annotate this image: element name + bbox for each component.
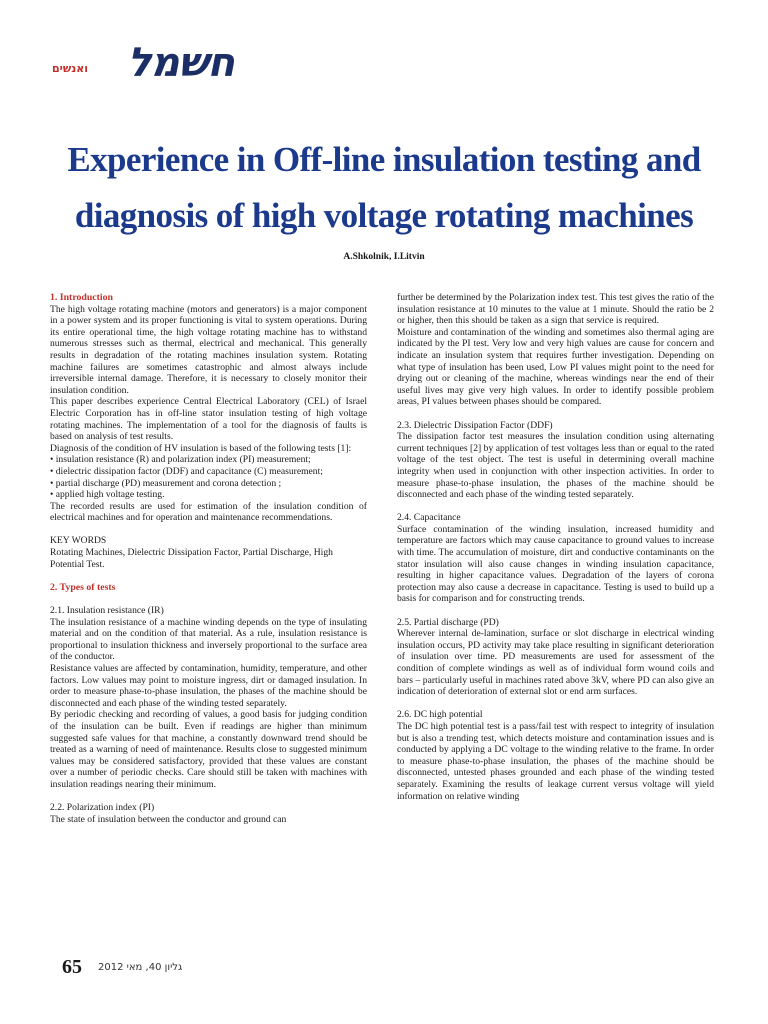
- authors: A.Shkolnik, I.Litvin: [343, 252, 425, 262]
- bullet-item: • insulation resistance (R) and polarization index (PI) measurement;: [50, 454, 311, 466]
- paragraph: The dissipation factor test measures the insulation condition using alternating current techniques [2] by application of test voltages less than or equal to the rated voltage of the test object. The test is useful in determining overall machine integrity when used in conjunction with other inspection activities. In order to measure phase-to-phase insulation, the phases of the machine should be disconnected and each phase of the winding tested separately.: [397, 431, 714, 501]
- paragraph: The insulation resistance of a machine winding depends on the type of insulating material and on the condition of that material. As a rule, insulation resistance is proportional to insulation thickness and inversely proportional to the surface area of the conductor.: [50, 616, 367, 663]
- bullet-item: • dielectric dissipation factor (DDF) and capacitance (C) measurement;: [50, 465, 323, 477]
- subsection-heading: 2.4. Capacitance: [397, 512, 461, 524]
- page-number: 65: [62, 956, 82, 978]
- magazine-logo: [52, 40, 234, 86]
- right-column: [397, 292, 714, 802]
- logo-sub-text: ואנשים: [52, 62, 89, 75]
- paragraph: The state of insulation between the conductor and ground can: [50, 813, 287, 825]
- subsection-heading: 2.6. DC high potential: [397, 709, 483, 721]
- keywords-text: Rotating Machines, Dielectric Dissipation Factor, Partial Discharge, High Potential Test.: [50, 547, 333, 570]
- subsection-heading: 2.5. Partial discharge (PD): [397, 616, 499, 628]
- section-introduction-heading: 1. Introduction: [50, 292, 113, 303]
- paragraph: This paper describes experience Central Electrical Laboratory (CEL) of Israel Electric Corporation has in off-line stator insulation testing of high voltage rotating machines. The implementation of a tool for the diagnosis of faults is based on analysis of test results.: [50, 396, 367, 443]
- paragraph: Diagnosis of the condition of HV insulation is based of the following tests [1]:: [50, 442, 352, 454]
- section-types-heading: 2. Types of tests: [50, 581, 116, 593]
- paragraph: The DC high potential test is a pass/fail test with respect to integrity of insulation but is also a trending test, which detects moisture and contamination issues and is conducted by applying a DC voltage to the winding relative to the frame. In order to measure phase-to-phase insulation, the phases of the machine should be disconnected, untested phases grounded and each phase of the winding tested separately. Examining the results of leakage current versus voltage will yield information on relative winding: [397, 720, 714, 802]
- subsection-heading: 2.2. Polarization index (PI): [50, 802, 155, 814]
- paragraph: Resistance values are affected by contamination, humidity, temperature, and other factors. Low values may point to moisture ingress, dirt or damaged insulation. In order to measure phase-to-phase insulation, the phases of the machine should be disconnected and each phase of the winding tested separately.: [50, 663, 367, 709]
- paragraph: The recorded results are used for estimation of the insulation condition of electrical machines and for operation and maintenance recommendations.: [50, 500, 367, 524]
- bullet-item: • applied high voltage testing.: [50, 489, 165, 501]
- title-line-1: Experience in Off-line insulation testing and: [67, 140, 701, 179]
- issue-info: גליון 40, מאי 2012: [98, 962, 183, 973]
- bullet-item: • partial discharge (PD) measurement and corona detection ;: [50, 477, 282, 489]
- article-title: [60, 132, 708, 244]
- paragraph: Surface contamination of the winding insulation, increased humidity and temperature are factors which may cause capacitance to ground values to increase with time. The accumulation of moisture, dirt and conductive contaminants on the stator insulation will also cause changes in winding insulation capacitance, resulting in higher capacitance values. Degradation of the layers of corona protection may also cause a decrease in capacitance. Testing is used to build up a basis for comparison and for constructing trends.: [397, 523, 714, 605]
- paragraph: The high voltage rotating machine (motors and generators) is a major component in a power system and its proper functioning is vital to system operations. During its entire operational time, the high voltage rotating machine has to withstand numerous stresses such as thermal, electrical and mechanical. This generally results in degradation of the rotating machines insulation system. Rotating machine failures are sometimes catastrophic and almost always include irreversible internal damage. Therefore, it is necessary to closely monitor their insulation condition.: [50, 303, 367, 396]
- left-column: [50, 292, 367, 825]
- subsection-heading: 2.1. Insulation resistance (IR): [50, 605, 164, 617]
- title-line-2: diagnosis of high voltage rotating machines: [74, 196, 694, 235]
- paragraph: By periodic checking and recording of values, a good basis for judging condition of the insulation can be built. Even if readings are higher than minimum suggested safe values for that machine, a constantly downward trend should be treated as a warning of need of maintenance. Results close to suggested minimum values may be considered satisfactory, provided that these values are constant over a number of periodic checks. Care should still be taken with machines with insulation readings nearing their minimum.: [50, 709, 367, 790]
- paragraph: Wherever internal de-lamination, surface or slot discharge in electrical winding insulation occurs, PD activity may take place resulting in significant deterioration of insulation over time. PD measurements are used for assessment of the condition of complete windings as well as of individual form wound coils and bars – particularly useful in machines rated above 3kV, where PD can also give an indication of deterioration of external slot or end arm surfaces.: [397, 628, 714, 698]
- subsection-heading: 2.3. Dielectric Dissipation Factor (DDF): [397, 419, 553, 431]
- logo-main-text: חשמל: [127, 40, 234, 86]
- paragraph: Moisture and contamination of the winding and sometimes also thermal aging are indicated by the PI test. Very low and very high values are cause for concern and indicate an insulation system that requires further investigation. Depending on what type of insulation has been used, Low PI values might point to the need for drying out or cleaning of the machine, whereas windings near the end of their useful lives may give very high values. In order to identify possible problem areas, PI values between phases should be compared.: [397, 326, 714, 408]
- keywords-heading: KEY WORDS: [50, 535, 107, 547]
- paragraph: further be determined by the Polarization index test. This test gives the ratio of the insulation resistance at 10 minutes to the value at 1 minute. Should the ratio be 2 or higher, then this should be taken as a sign that service is required.: [397, 292, 714, 327]
